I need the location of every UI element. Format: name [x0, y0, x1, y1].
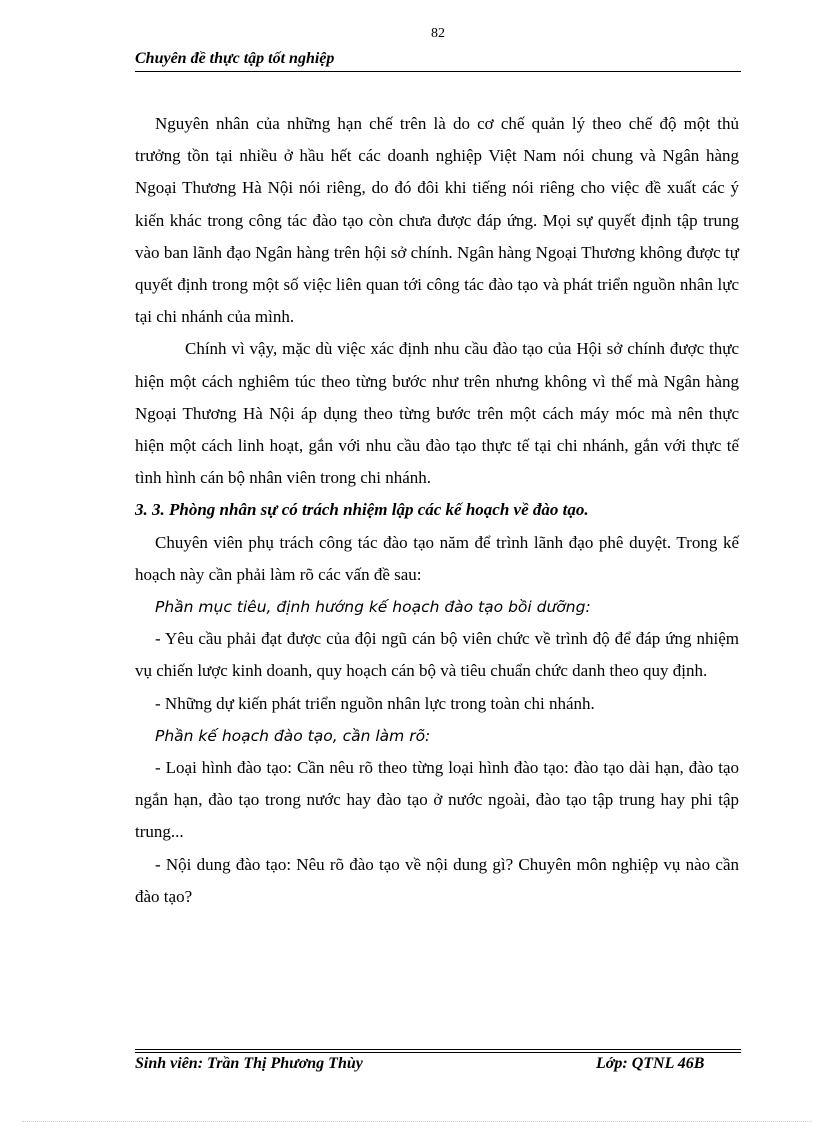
paragraph-causes: Nguyên nhân của những hạn chế trên là do cơ chế quản lý theo chế độ một thủ trưởng tồn tại nhiều ở hầu hết các doanh nghiệp Việt Nam nói chung và Ngân hàng Ngoại Thương Hà Nội nói riêng, do đó đôi khi tiếng nói riêng cho việc đề xuất các ý kiến khác trong công tác đào tạo còn chưa được đáp ứng. Mọi sự quyết định tập trung vào ban lãnh đạo Ngân hàng trên hội sở chính. Ngân hàng Ngoại Thương không được tự quyết định trong một số việc liên quan tới công tác đào tạo và phát triển nguồn nhân lực tại chi nhánh của mình.	[135, 114, 739, 327]
footer-rule-double	[135, 1052, 741, 1053]
header-rule	[135, 71, 741, 72]
footer-student-name: Sinh viên: Trần Thị Phương Thùy	[135, 1055, 363, 1072]
subsection-goals-title: Phần mục tiêu, định hướng kế hoạch đào tạo bồi dưỡng:	[155, 598, 591, 617]
plan-item-2: - Nội dung đào tạo: Nêu rõ đào tạo về nội dung gì? Chuyên môn nghiệp vụ nào cần đào tạo?	[135, 854, 739, 906]
section-heading: 3. 3. Phòng nhân sự có trách nhiệm lập các kế hoạch về đào tạo.	[135, 500, 589, 520]
goals-item-2: - Những dự kiến phát triển nguồn nhân lực trong toàn chi nhánh.	[155, 693, 595, 713]
document-body	[135, 108, 739, 913]
footer-rule	[135, 1049, 741, 1050]
header-title: Chuyên đề thực tập tốt nghiệp	[135, 50, 335, 67]
page-edge	[22, 1121, 812, 1122]
plan-item-1: - Loại hình đào tạo: Cần nêu rõ theo từng loại hình đào tạo: đào tạo dài hạn, đào tạo ngắn hạn, đào tạo trong nước hay đào tạo ở nước ngoài, đào tạo tập trung hay phi tập trung...	[135, 758, 739, 842]
subsection-plan-title: Phần kế hoạch đào tạo, cần làm rõ:	[155, 726, 431, 745]
section-intro: Chuyên viên phụ trách công tác đào tạo năm để trình lãnh đạo phê duyệt. Trong kế hoạch này cần phải làm rõ các vấn đề sau:	[135, 532, 739, 584]
page-number: 82	[431, 26, 445, 41]
paragraph-therefore: Chính vì vậy, mặc dù việc xác định nhu cầu đào tạo của Hội sở chính được thực hiện một cách nghiêm túc theo từng bước như trên nhưng không vì thế mà Ngân hàng Ngoại Thương Hà Nội áp dụng theo từng bước trên một cách máy móc mà nên thực hiện một cách linh hoạt, gắn với nhu cầu đào tạo thực tế tại chi nhánh, gắn với thực tế tình hình cán bộ nhân viên trong chi nhánh.	[135, 339, 739, 488]
goals-item-1: - Yêu cầu phải đạt được của đội ngũ cán bộ viên chức về trình độ để đáp ứng nhiệm vụ chiến lược kinh doanh, quy hoạch cán bộ và tiêu chuẩn chức danh theo quy định.	[135, 629, 739, 681]
footer-class-code: Lớp: QTNL 46B	[596, 1055, 705, 1072]
